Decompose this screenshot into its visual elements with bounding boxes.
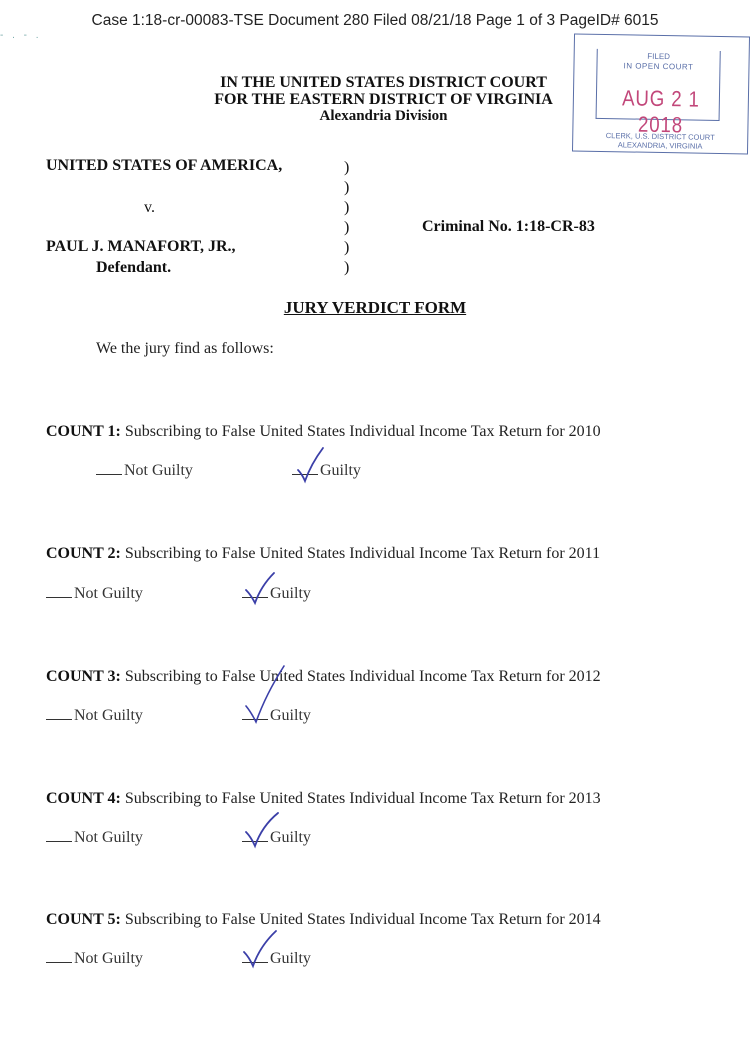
caption-versus: v. <box>144 199 155 216</box>
not-guilty-label: Not Guilty <box>124 462 193 479</box>
form-title: JURY VERDICT FORM <box>283 298 467 317</box>
count-4-check-icon <box>244 810 280 850</box>
paren: ) <box>344 259 350 276</box>
count-5-check-icon <box>242 928 278 970</box>
count-3-check-icon <box>242 664 288 728</box>
guilty-label: Guilty <box>270 829 311 846</box>
stamp-date: AUG 2 1 2018 <box>621 85 700 138</box>
count-5-title <box>46 911 601 929</box>
count-description: Subscribing to False United States Individual Income Tax Return for 2014 <box>120 911 601 928</box>
count-1-check-icon <box>296 446 326 486</box>
count-description: Subscribing to False United States Individual Income Tax Return for 2012 <box>120 668 601 685</box>
count-description: Subscribing to False United States Individual Income Tax Return for 2010 <box>120 423 601 440</box>
paren: ) <box>344 239 350 256</box>
stamp-clerk-line2: ALEXANDRIA, VIRGINIA <box>617 140 703 151</box>
stamp-in-open-court: IN OPEN COURT <box>623 61 694 72</box>
count-label: COUNT 2: <box>46 545 121 562</box>
blank-line <box>46 596 72 598</box>
blank-line <box>46 718 72 720</box>
court-line2: FOR THE EASTERN DISTRICT OF VIRGINIA <box>214 91 553 108</box>
count-5-not-guilty[interactable] <box>46 950 143 968</box>
guilty-label: Guilty <box>270 950 311 967</box>
count-label: COUNT 1: <box>46 423 121 440</box>
caption-defendant-role: Defendant. <box>96 259 172 276</box>
blank-line <box>46 961 72 963</box>
count-2-title <box>46 545 600 563</box>
count-2-check-icon <box>244 570 276 608</box>
paren: ) <box>344 179 350 196</box>
count-1-not-guilty[interactable] <box>96 462 193 480</box>
count-2-not-guilty[interactable] <box>46 585 143 603</box>
court-line1: IN THE UNITED STATES DISTRICT COURT <box>220 74 547 91</box>
count-description: Subscribing to False United States Individual Income Tax Return for 2011 <box>120 545 601 562</box>
count-1-title <box>46 423 601 441</box>
paren: ) <box>344 219 350 236</box>
caption-plaintiff: UNITED STATES OF AMERICA, <box>46 157 283 174</box>
stamp-filed: FILED <box>647 51 671 62</box>
count-label: COUNT 4: <box>46 790 121 807</box>
count-4-not-guilty[interactable] <box>46 829 143 847</box>
stamp-clerk-line1: CLERK, U.S. DISTRICT COURT <box>605 131 715 142</box>
not-guilty-label: Not Guilty <box>74 585 143 602</box>
count-description: Subscribing to False United States Individual Income Tax Return for 2013 <box>120 790 601 807</box>
scan-marks: - . - . <box>0 30 42 41</box>
count-3-not-guilty[interactable] <box>46 707 143 725</box>
not-guilty-label: Not Guilty <box>74 829 143 846</box>
not-guilty-label: Not Guilty <box>74 707 143 724</box>
count-4-title <box>46 790 601 808</box>
count-3-title <box>46 668 601 686</box>
court-heading <box>150 74 617 125</box>
caption-defendant: PAUL J. MANAFORT, JR., <box>46 238 236 255</box>
paren: ) <box>344 159 350 176</box>
case-number: Criminal No. 1:18-CR-83 <box>422 218 595 235</box>
paren: ) <box>344 199 350 216</box>
blank-line <box>46 840 72 842</box>
caption-parens <box>344 158 349 278</box>
count-label: COUNT 5: <box>46 911 121 928</box>
case-header: Case 1:18-cr-00083-TSE Document 280 Filed 08/21/18 Page 1 of 3 PageID# 6015 <box>91 12 659 29</box>
guilty-label: Guilty <box>270 707 311 724</box>
count-label: COUNT 3: <box>46 668 121 685</box>
not-guilty-label: Not Guilty <box>74 950 143 967</box>
blank-line <box>96 473 122 475</box>
guilty-label: Guilty <box>320 462 361 479</box>
court-division: Alexandria Division <box>319 108 448 124</box>
guilty-label: Guilty <box>270 585 311 602</box>
form-intro: We the jury find as follows: <box>96 340 274 357</box>
stamp-clerk <box>573 130 747 151</box>
